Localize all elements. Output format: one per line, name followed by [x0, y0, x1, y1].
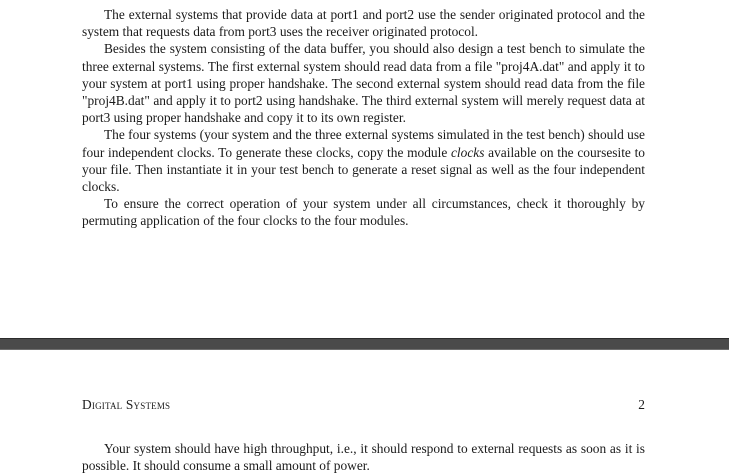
paragraph-clocks	[82, 126, 645, 195]
paragraph-throughput: Your system should have high throughput, i.e., it should respond to external requests as soon as it is possible. It should consume a small amount of power.	[82, 441, 645, 474]
page-number: 2	[638, 397, 645, 412]
paragraph-test-bench: Besides the system consisting of the data buffer, you should also design a test bench to simulate the three external systems. The first external system should read data from a file "proj4A.dat" and apply it to your system at port1 using proper handshake. The second external system should read data from the file "proj4B.dat" and apply it to port2 using handshake. The third external system will merely request data at port3 using proper handshake and copy it to its own register.	[82, 41, 645, 126]
paragraph-clocks-text-1: The four systems (your system and the three external systems simulated in the test bench) should use four independent clocks. To generate these clocks, copy the module	[82, 127, 645, 160]
paragraph-verification: To ensure the correct operation of your system under all circumstances, check it thoroughly by permuting application of the four clocks to the four modules.	[82, 196, 645, 229]
page-separator	[0, 338, 729, 350]
header-title: Digital Systems	[82, 397, 171, 412]
paragraph-protocols: The external systems that provide data at port1 and port2 use the sender originated protocol and the system that requests data from port3 uses the receiver originated protocol.	[82, 7, 645, 40]
page-1-body-text	[82, 6, 645, 230]
page-2-body-text	[82, 440, 645, 474]
clocks-module-emphasis: clocks	[450, 144, 485, 160]
paragraph-clocks-text-2: available on the coursesite to your file. Then instantiate it in your test bench to generate a reset signal as well as the four independent clocks.	[82, 144, 645, 195]
